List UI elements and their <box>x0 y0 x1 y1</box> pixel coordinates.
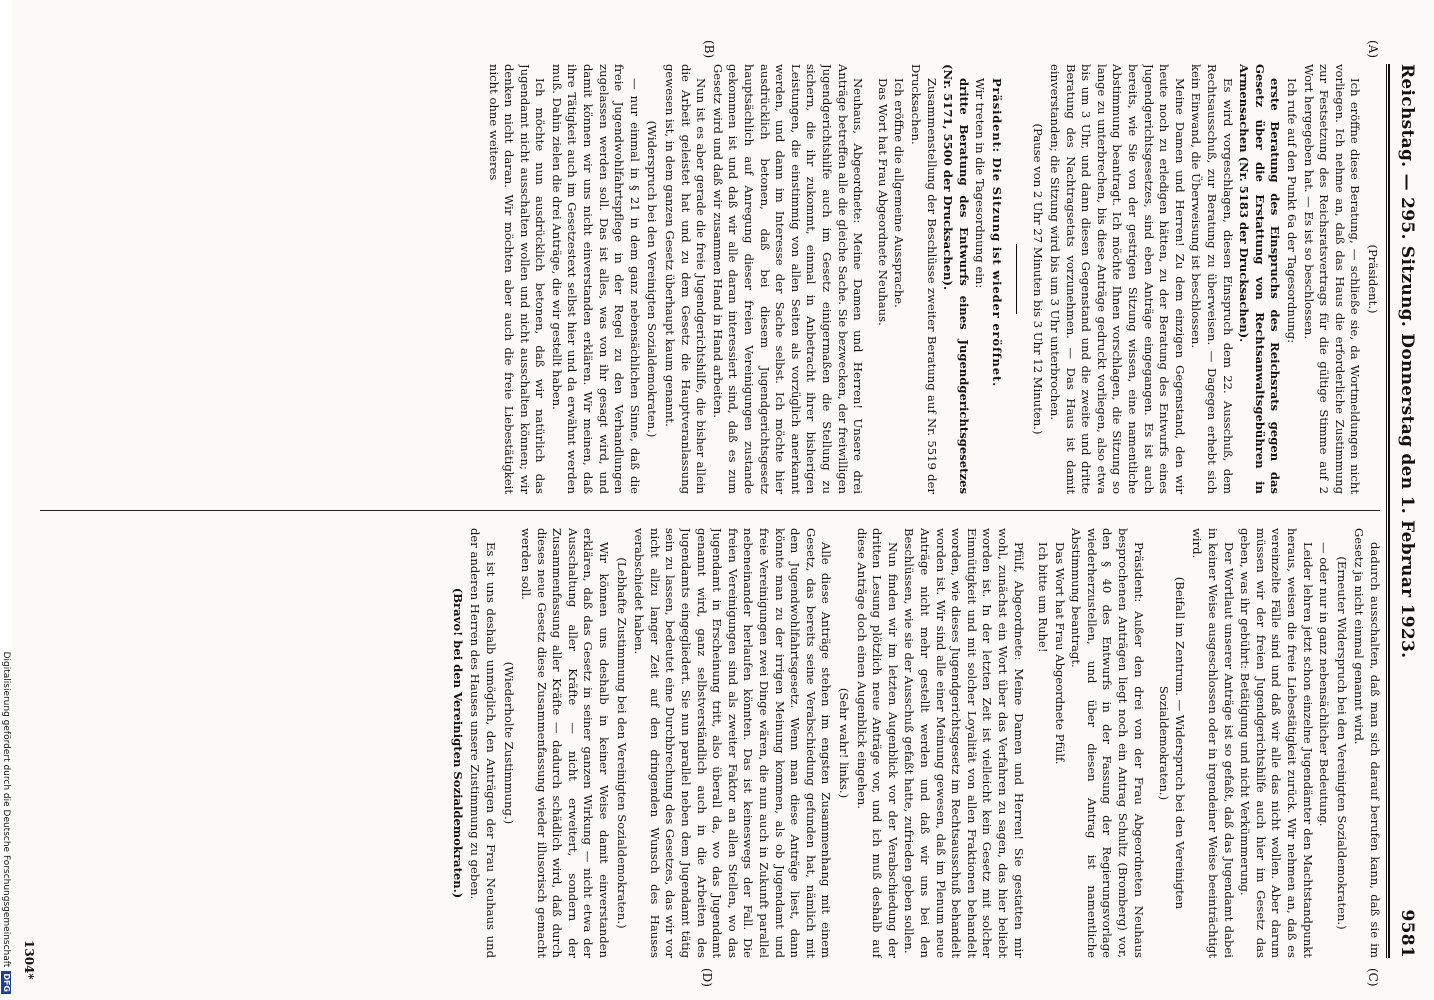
header-rule-thin <box>1386 64 1387 958</box>
text-paragraph: Leider lehren jetzt schon einzelne Jugendämter den Machtstandpunkt heraus, weisen die freie Liebestätigkeit zurück. Wir nehmen an, daß es vereinzelte Fälle sind und daß wir alle das nicht wollen. Aber darum müssen wir der freien Jugendgerichtshilfe auch hier im Gesetz das geben, was ihr gebührt: Betätigung und nicht Verkümmerung. <box>1238 528 1315 958</box>
right-text-column <box>32 528 1382 958</box>
speaker-paragraph: Präsident: Die Sitzung ist wieder eröffnet. <box>989 78 1004 387</box>
margin-mark-a: (A) <box>1366 40 1380 59</box>
paragraph-gap <box>1146 528 1154 958</box>
text-paragraph: Ich bitte um Ruhe! <box>1036 542 1051 653</box>
stage-direction: (Pause von 2 Uhr 27 Minuten bis 3 Uhr 12 Minuten.) <box>1030 123 1045 435</box>
text-paragraph: Zusammenstellung der Beschlüsse zweiter Beratung auf Nr. 5519 der Drucksachen. <box>908 64 939 494</box>
text-paragraph: Pfülf, Abgeordnete: Meine Damen und Herren! Sie gestatten mir wohl, zunächst ein Wort über das Verfahren zu sagen, das hier beliebt worden ist. In der letzten Zeit ist vielleicht kein Gesetz mit solcher Einmütigkeit und mit solcher Loyalität von allen Fraktionen behandelt worden, wie dieses Jugendgerichtsgesetz im Rechtsausschuß behandelt worden ist. Wir sind alle einer Meinung gewesen, daß im Plenum neue Anträge nicht mehr gestellt werden und daß wir uns bei den Beschlüssen, wie sie der Ausschuß gefaßt hatte, zufrieden geben sollen. <box>902 528 1026 958</box>
stage-direction: (Bravo! bei den Vereinigten Sozialdemokraten.) <box>450 587 465 899</box>
text-paragraph: Das Wort hat Frau Abgeordnete Pfülf. <box>1052 542 1067 765</box>
text-paragraph: Alle diese Anträge stehen im engsten Zusammenhang mit einem Gesetz, das bereits seine Verabschiedung gefunden hat, nämlich mit dem Jugendwohlfahrtsgesetz. Wenn man diese Anträge liest, dann könnte man zu der irrigen Meinung kommen, als ob Jugendamt und freie Vereinigungen zwei Dinge wären, die nun auch in Zukunft parallel nebeneinander herlaufen könnten. Das ist keineswegs der Fall. Die freien Vereinigungen sind als zweiter Faktor an allen Stellen, wo das Jugendamt in Erscheinung tritt, also überall da, wo das Jugendamt genannt wird, ganz selbstverständlich auch in die Arbeiten des Jugendamts eingegliedert. Sie nun parallel neben dem Jugendamt tätig sein zu lassen, bedeutet eine Durchbrechung des Gesetzes, das wir vor nicht allzu langer Zeit auf den dringenden Wunsch des Hauses verabschiedet haben. <box>632 528 834 958</box>
paragraph-gap <box>865 64 873 494</box>
stage-direction: (Erneuter Widerspruch bei den Vereinigten Sozialdemokraten.) <box>1334 556 1349 930</box>
page-header <box>1392 64 1422 958</box>
header-rule <box>1388 64 1390 958</box>
text-paragraph: Wir können uns deshalb in keiner Weise damit einverstanden erklären, daß das Gesetz in seiner ganzen Wirkung — nicht etwa der Ausschaltung aller Kräfte — nicht erweitert, sondern der Zusammenfassung aller Kräfte — dadurch schädlich wird, daß durch dieses neue Gesetz diese Zusammenfassung wieder illusorisch gemacht werden soll. <box>519 528 612 958</box>
column-divider <box>40 510 1380 511</box>
margin-mark-b: (B) <box>702 40 716 59</box>
stage-direction: (Präsident.) <box>1366 244 1380 314</box>
text-paragraph: Ich eröffne diese Beratung, — schließe sie, da Wortmeldungen nicht vorliegen. Ich nehme an, daß das Haus die erforderliche Zustimmung zur Festsetzung des Reichsratsvertrags für die gültige Stimme auf 2 Wort hergegeben hat. — Es ist so beschlossen. <box>1301 64 1363 494</box>
stage-direction: (Lebhafte Zustimmung bei den Vereinigten Sozialdemokraten.) <box>614 557 629 929</box>
agenda-item: dritte Beratung des Entwurfs eines Jugendgerichtsgesetzes (Nr. 5171, 5500 der Drucksachen). <box>941 64 971 494</box>
text-paragraph: Meine Damen und Herren! Zu dem einzigen Gegenstand, den wir heute noch zu erledigen hätten, zu der Beratung des Entwurfs eines Jugendgerichtsgesetzes, sind eben Anträge eingegangen. Es ist auch bereits, wie Sie von der gestrigen Sitzung wissen, eine namentliche Abstimmung beantragt. Ich möchte Ihnen vorschlagen, die Sitzung so lange zu unterbrechen, bis diese Anträge gedruckt vorliegen, also etwa bis um 3 Uhr, und dann diesen Gegenstand und die zweite und dritte Beratung des Nachtragsetats vorzunehmen. — Das Haus ist damit einverstanden; die Sitzung wird bis um 3 Uhr unterbrochen. <box>1048 64 1187 494</box>
stage-direction: (Wiederholte Zustimmung.) <box>501 661 516 825</box>
text-paragraph: Es wird vorgeschlagen, diesen Einspruch dem 22. Ausschuß, dem Rechtsausschuß, zur Beratung zu überweisen. — Dagegen erhebt sich kein Einwand, die Überweisung ist beschlossen. <box>1189 64 1235 494</box>
text-paragraph: — nur einmal in § 21 in dem ganz nebensächlichen Sinne, daß die freie Jugendwohlfahrtspflege in der Regel zu den Verhandlungen zugelassen werden soll. Das ist alles, was von ihr gesagt wird, und damit können wir uns nicht einverstanden erklären. Wir meinen, daß ihre Tätigkeit auch im Gesetzestext selbst hier und da erwähnt werden muß. Dahin zielen die drei Anträge, die wir gestellt haben. <box>549 64 642 494</box>
text-paragraph: Ich eröffne die allgemeine Aussprache. <box>892 78 907 308</box>
text-paragraph: Präsident: Außer den drei von der Frau Abgeordneten Neuhaus besprochenen Anträgen liegt noch ein Antrag Schultz (Bromberg) vor, den § 40 des Entwurfs in der Fassung der Regierungsvorlage wiederherzustellen, und über diesen Antrag ist namentliche Abstimmung beantragt. <box>1069 528 1146 958</box>
stage-direction: (Beifall im Zentrum. — Widerspruch bei den Vereinigten Sozialdemokraten.) <box>1157 576 1187 910</box>
text-paragraph: Ich rufe auf den Punkt 6a der Tagesordnung: <box>1285 78 1300 344</box>
text-paragraph: Das Wort hat Frau Abgeordnete Neuhaus. <box>875 78 890 326</box>
left-text-column <box>32 64 1382 494</box>
dfg-logo: DFG <box>2 973 11 992</box>
text-paragraph: Nun ist es aber gerade die freie Jugendgerichtshilfe, die bisher allein die Arbeit geleistet hat und zu dem Gesetz die Hauptveranlassung gewesen ist, in dem ganzen Gesetz überhaupt kaum genannt. <box>663 64 709 494</box>
header-title: Reichstag. — 295. Sitzung. Donnerstag den 1. Februar 1923. <box>1397 64 1417 659</box>
text-paragraph: Der Wortlaut unserer Anträge ist so gefaßt, daß das Jugendamt dabei in keiner Weise ausgeschlossen oder in irgendeiner Weise beeinträchtigt wird. <box>1190 528 1236 958</box>
margin-mark-d: (D) <box>700 968 714 987</box>
digitization-note: Digitalisierung gefördert durch die Deutsche Forschungsgemeinschaft <box>1 651 11 968</box>
text-paragraph: Nun finden wir im letzten Augenblick vor der Verabschiedung der dritten Lesung plötzlich neue Anträge vor, und ich muß deshalb auf diese Anträge doch einen Augenblick eingehen. <box>854 528 900 958</box>
text-paragraph: — oder nur in ganz nebensächlicher Bedeutung. <box>1317 542 1332 827</box>
stage-direction: (Widerspruch bei den Vereinigten Sozialdemokraten.) <box>645 120 660 438</box>
section-rule <box>1016 244 1017 314</box>
stage-direction: (Sehr wahr! links.) <box>837 687 851 799</box>
header-page-number: 9581 <box>1397 909 1417 958</box>
digitization-credit <box>0 0 12 1000</box>
sheet-number: 1304* <box>22 940 36 980</box>
text-paragraph: Ich möchte nun ausdrücklich betonen, daß wir natürlich das Jugendamt nicht ausschalten wollen und nicht ausschalten können; wir denken nicht daran. Wir möchten aber auch die freie Liebestätigkeit nicht ohne weiteres <box>486 64 548 494</box>
text-paragraph: Wir treten in die Tagesordnung ein: <box>973 78 988 289</box>
text-paragraph: dadurch ausschalten, daß man sich darauf berufen kann, daß sie im Gesetz ja nicht einmal genannt wird. <box>1352 528 1382 958</box>
agenda-item: erste Beratung des Einspruchs des Reichsrats gegen das Gesetz über die Erstattung von Rechtsanwaltsgebühren in Armensachen (Nr. 5183 der Drucksachen). <box>1237 64 1283 494</box>
text-paragraph: Neuhaus, Abgeordnete: Meine Damen und Herren! Unsere drei Anträge betreffen alle die gleiche Sache. Sie bezwecken, der freiwilligen Jugendgerichtshilfe auch im Gesetz einigermaßen die Stellung zu sichern, die ihr zukommt, einmal in Anbetracht ihrer bisherigen Leistungen, die einstimmig von allen Seiten als vorzüglich anerkannt werden, und dann im Interesse der Sache selbst. Ich möchte hier ausdrücklich betonen, daß bei diesem Jugendgerichtsgesetz hauptsächlich auf Anregung dieser freien Vereinigungen zustande gekommen ist und daß wir alle daran interessiert sind, daß es zum Gesetz wird und daß wir zusammen Hand in Hand arbeiten. <box>710 64 866 494</box>
paragraph-gap <box>1026 528 1034 958</box>
margin-mark-c: (C) <box>1366 968 1380 987</box>
text-paragraph: Es ist uns deshalb unmöglich, den Anträgen der Frau Neuhaus und der anderen Herren des Hauses unsere Zustimmung zu geben. <box>468 528 498 958</box>
